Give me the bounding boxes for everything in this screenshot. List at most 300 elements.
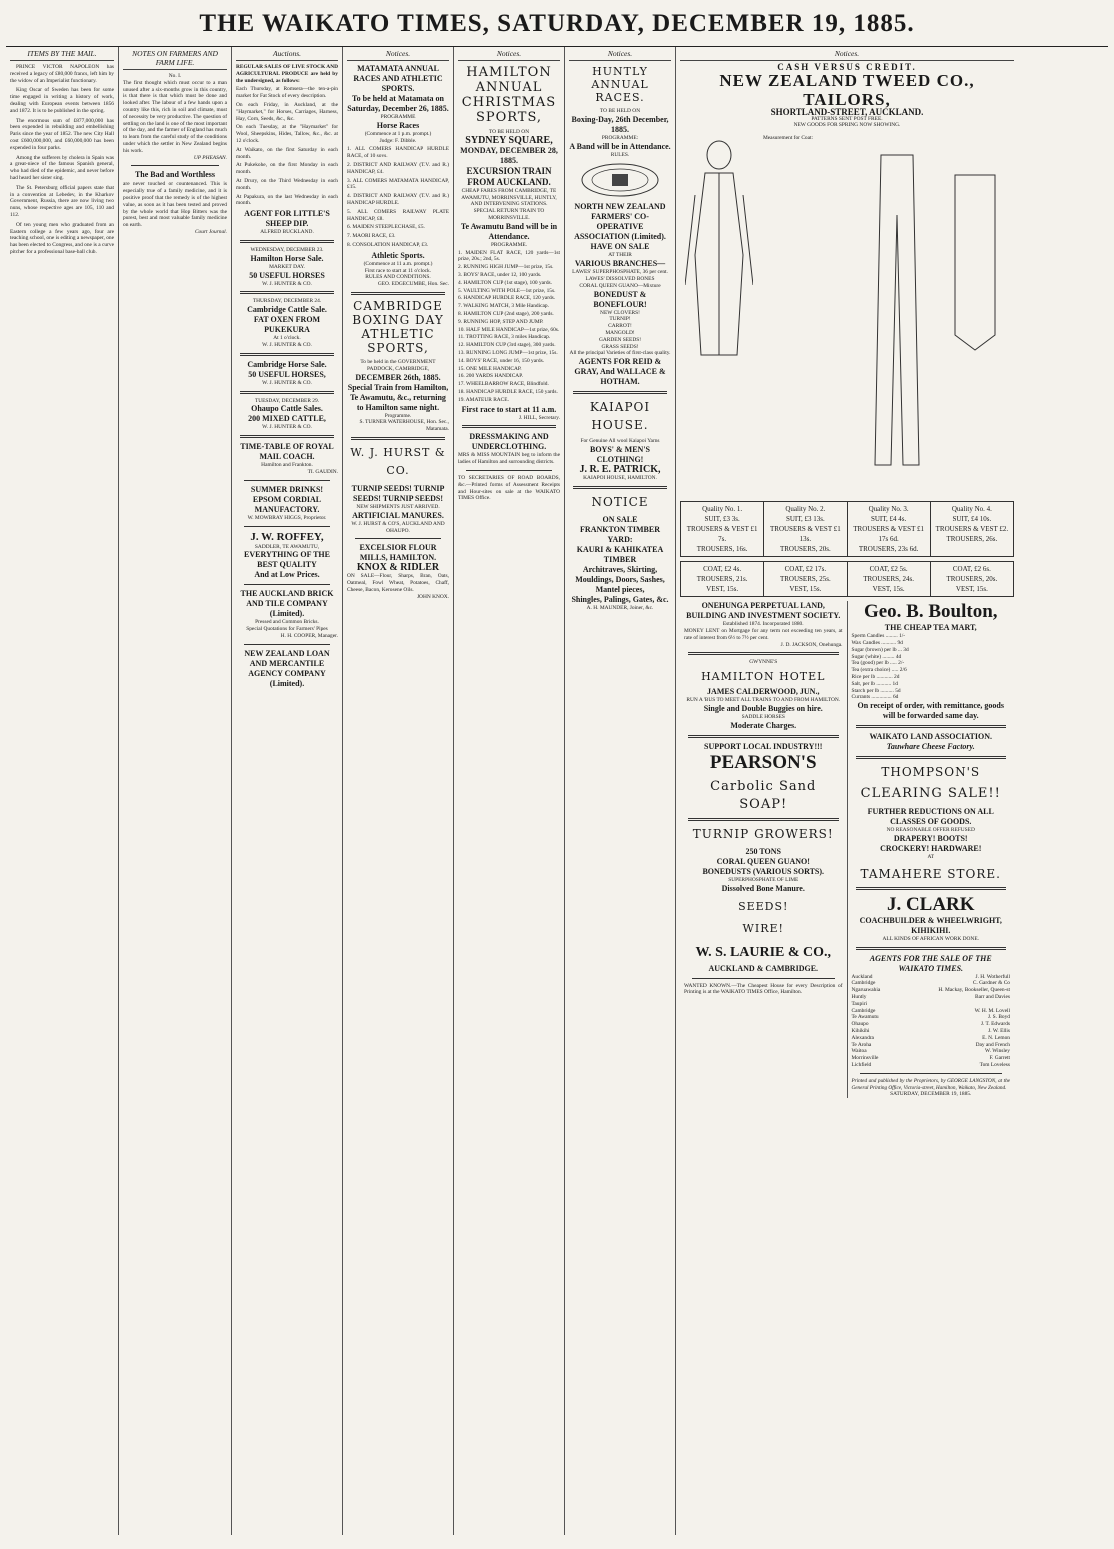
coat-price: COAT, £2 5s. bbox=[869, 565, 908, 574]
auction-sale-line: At Drury, on the Third Wednesday in each month. bbox=[236, 177, 340, 191]
quality-trousers-vest: TROUSERS & VEST £1 17s 6d. bbox=[853, 525, 924, 544]
society-established: Established 1874. Incorporated 1880. bbox=[722, 621, 804, 628]
special-train: Special Train from Hamilton, Te Awamutu, &c., returning to Hamilton same night. bbox=[347, 382, 449, 412]
agents-list bbox=[852, 974, 1011, 1069]
auction-sale-line: Each Thursday, at Romsera—the ten-a-pin market for Fat Stock of every description. bbox=[236, 86, 340, 100]
product-line: CORAL QUEEN GUANO—Mixture bbox=[579, 282, 661, 289]
coat-vest: VEST, 15s. bbox=[706, 585, 739, 594]
hotel-bus: RUN A 'BUS TO MEET ALL TRAINS TO AND FROM HAMILTON. bbox=[686, 697, 841, 704]
tons-line: 250 TONS bbox=[745, 846, 781, 856]
coat-vest: VEST, 15s. bbox=[789, 585, 822, 594]
events-list bbox=[458, 250, 560, 404]
quality-suit: SUIT, £3 3s. bbox=[704, 515, 740, 524]
epsom-proprietor: W. MOWBRAY HIGGS, Proprietor. bbox=[247, 514, 327, 521]
shipments: NEW SHIPMENTS JUST ARRIVED. bbox=[356, 503, 440, 510]
auctioneer-name: ALFRED BUCKLAND. bbox=[260, 229, 314, 236]
measure-text bbox=[763, 135, 853, 142]
coat-price: COAT, £2 6s. bbox=[952, 565, 991, 574]
coral-guano: CORAL QUEEN GUANO! bbox=[716, 856, 810, 866]
agent-row bbox=[852, 994, 1011, 1001]
event-line: 8. HAMILTON CUP (2nd stage), 200 yards. bbox=[458, 310, 554, 317]
timber-yard: FRANKTON TIMBER YARD: bbox=[580, 524, 660, 544]
agent-line: AGENT FOR LITTLE'S SHEEP DIP. bbox=[244, 209, 330, 229]
agent-town: Auckland bbox=[851, 973, 873, 980]
society-title: ONEHUNGA PERPETUAL LAND, BUILDING AND INVESTMENT SOCIETY. bbox=[686, 601, 841, 621]
roffey-trade: SADDLER, TE AWAMUTU, bbox=[254, 543, 320, 550]
column-notices-1 bbox=[343, 47, 454, 1535]
judge-line: Judge: F. Dibble. bbox=[379, 137, 417, 144]
article-signature: UP PHEASAN. bbox=[193, 154, 227, 161]
cambridge-sports-title: CAMBRIDGE BOXING DAY ATHLETIC SPORTS, bbox=[352, 298, 444, 355]
at-label: AT THEIR bbox=[608, 252, 632, 259]
hotel-saddle: SADDLE HORSES bbox=[741, 713, 785, 720]
column-heading: Auctions. bbox=[236, 49, 338, 61]
turnip-growers: TURNIP GROWERS! bbox=[692, 826, 834, 841]
agent-row bbox=[852, 980, 1011, 987]
clothing-line: BOYS' & MEN'S CLOTHING! bbox=[589, 444, 650, 464]
timber-item: Mouldings, Doors, Sashes, Mantel pieces, bbox=[575, 574, 665, 594]
band-line: A Band will be in Attendance. bbox=[569, 141, 671, 151]
sale-date: THURSDAY, DECEMBER 24. bbox=[252, 298, 322, 305]
race-line: 8. CONSOLATION HANDICAP, £3. bbox=[347, 241, 429, 248]
mail-item: Of ten young men who graduated from an Eastern college a few years ago, four are teaching school, one is editing a newspaper, one has been elected to Congress, and one is a curve pitcher for a professional base-ball club. bbox=[10, 221, 116, 255]
agent-name: F. Garrett bbox=[989, 1055, 1010, 1062]
event-line: 4. HAMILTON CUP (1st stage), 100 yards. bbox=[458, 279, 552, 286]
coat-trousers: TROUSERS, 21s. bbox=[696, 575, 748, 584]
venue: SYDNEY SQUARE, bbox=[465, 134, 553, 146]
coat-vest: VEST, 15s. bbox=[955, 585, 988, 594]
agent-town: Huntly bbox=[851, 993, 867, 1000]
excursion-title: EXCURSION TRAIN FROM AUCKLAND. bbox=[466, 165, 552, 187]
tea-mart: THE CHEAP TEA MART, bbox=[884, 623, 977, 633]
coat-trousers: TROUSERS, 25s. bbox=[779, 575, 831, 584]
agent-town: Waitoa bbox=[851, 1048, 867, 1055]
seed-line: GARDEN SEEDS! bbox=[598, 336, 642, 343]
column-heading: Notices. bbox=[347, 49, 449, 61]
agent-row bbox=[852, 1055, 1011, 1062]
quality-cell bbox=[681, 502, 764, 556]
agent-town: Kihikihi bbox=[851, 1027, 870, 1034]
athletic-label: Athletic Sports. bbox=[371, 250, 425, 260]
no-offer: NO REASONABLE OFFER REFUSED bbox=[886, 827, 975, 834]
auctioneer-name: W. J. HUNTER & CO. bbox=[262, 341, 312, 348]
epsom-title: EPSOM CORDIAL MANUFACTORY. bbox=[252, 494, 322, 514]
quality-price-table bbox=[680, 501, 1014, 557]
all-kinds: ALL KINDS OF AFRICAN WORK DONE. bbox=[882, 935, 979, 942]
coat-price-table bbox=[680, 561, 1014, 597]
column-notices-4 bbox=[676, 47, 1018, 1535]
measure-title: Measurement for Coat: bbox=[763, 135, 813, 142]
mail-item: PRINCE VICTOR NAPOLEON has received a legacy of £80,000 francs, left him by the widow of an Imperialist functionary. bbox=[10, 64, 116, 84]
support-local: SUPPORT LOCAL INDUSTRY!!! bbox=[704, 741, 823, 751]
event-line: 10. HALF MILE HANDICAP—1st prize, 60s. bbox=[458, 326, 560, 333]
secretary: S. TURNER WATERHOUSE, Hon. Sec., Matamata. bbox=[359, 419, 449, 433]
branches: VARIOUS BRANCHES— bbox=[574, 259, 666, 269]
columns bbox=[6, 47, 1108, 1535]
seed-line: TURNIP! bbox=[609, 316, 631, 323]
quality-label: Quality No. 1. bbox=[702, 505, 743, 514]
event-line: 6. HANDICAP HURDLE RACE, 120 yards. bbox=[458, 295, 556, 302]
drapery-boots: DRAPERY! BOOTS! bbox=[893, 833, 968, 843]
have-on-sale: HAVE ON SALE bbox=[590, 242, 650, 252]
mail-items bbox=[10, 64, 114, 256]
column-notices-3 bbox=[565, 47, 676, 1535]
event-date: DECEMBER 26th, 1885. bbox=[355, 372, 441, 382]
horse-races-label: Horse Races bbox=[376, 120, 420, 130]
dressmaking-body: MRS & MISS MOUNTAIN beg to inform the ladies of Hamilton and surrounding districts. bbox=[458, 452, 562, 466]
tweed-address: SHORTLAND-STREET, AUCKLAND. bbox=[770, 106, 924, 117]
race-line: 3. ALL COMERS MATAMATA HANDICAP, £15. bbox=[347, 177, 451, 191]
agent-row bbox=[852, 1048, 1011, 1055]
special-train: SPECIAL RETURN TRAIN TO MORRINSVILLE. bbox=[473, 208, 545, 221]
quality-label: Quality No. 4. bbox=[951, 505, 992, 514]
tea-price-line: Sperm Candles ......... 1/- bbox=[851, 633, 906, 640]
turnip-seeds: TURNIP SEEDS! TURNIP SEEDS! TURNIP SEEDS! bbox=[351, 483, 445, 503]
seed-line: GRASS SEEDS! bbox=[601, 343, 639, 350]
tea-price-line: Tea (good) per lb ..... 2/- bbox=[851, 660, 905, 667]
coat-trousers: TROUSERS, 24s. bbox=[863, 575, 914, 584]
agent-town: Te Aroha bbox=[851, 1041, 872, 1048]
article-number: No. I. bbox=[168, 73, 182, 79]
sale-item: 200 MIXED CATTLE, bbox=[248, 414, 326, 424]
event-line: 14. BOYS' RACE, under 16, 150 yards. bbox=[458, 357, 545, 364]
hotel-owner: JAMES CALDERWOOD, JUN., bbox=[707, 687, 820, 697]
event-line: 2. RUNNING HIGH JUMP—1st prize, 15s. bbox=[458, 264, 554, 271]
right-subcolumn-right bbox=[848, 601, 1015, 1098]
event-line: 15. ONE MILE HANDICAP. bbox=[458, 365, 522, 372]
quality-cell bbox=[931, 502, 1013, 556]
coat-trousers: TROUSERS, 20s. bbox=[946, 575, 998, 584]
column-heading: ITEMS BY THE MAIL. bbox=[10, 49, 114, 61]
boulton-name: Geo. B. Boulton, bbox=[863, 601, 998, 623]
hotel-owner-possessive: GWYNNE'S bbox=[749, 659, 778, 666]
kaiapoi-sub: For Genuine All wool Kaiapoi Yarns bbox=[580, 438, 660, 445]
sale-item: FAT OXEN FROM PUKEKURA bbox=[253, 315, 321, 335]
printing-notice: WANTED KNOWN.—The Cheapest House for every Description of Printing is at the WAIKATO TIMES Office, Hamilton. bbox=[684, 982, 844, 996]
coat-cell bbox=[681, 562, 764, 596]
event-line: 17. WHEELBARROW RACE, Blindfold. bbox=[458, 381, 549, 388]
tea-price-line: Starch per lb .......... 5d bbox=[851, 687, 901, 694]
mills-onsale: ON SALE—Flour, Sharps, Bran, Oats, Oatmeal, Fowl Wheat, Potatoes, Chaff, Cheese, Bacon, Kerosene Oils. bbox=[347, 573, 451, 593]
cheese-factory: Tauwhare Cheese Factory. bbox=[886, 742, 975, 752]
article-body: The first thought which must occur to a man unused after a six-months grow in this country, is that there is that which must be done and looked after. The labour of a few hands upon a country like this, rich in soil and climate, must of necessity be very productive. The question of settling on the land is one of the most important of the day, and the farmer of England has much to learn from the careful study of the conditions under which the settler in New Zealand begins his work. bbox=[123, 79, 229, 154]
secretary: GEO. EDGECUMBE, Hon. Sec. bbox=[377, 281, 449, 288]
agent-town: Lichfield bbox=[851, 1061, 872, 1068]
thompson-name: THOMPSON'S bbox=[881, 765, 981, 780]
auctioneer-name: W. J. HUNTER & CO. bbox=[262, 280, 312, 287]
tea-price-line: Rice per lb ............ 2d bbox=[851, 673, 900, 680]
secretary: J. HILL, Secretary. bbox=[518, 414, 560, 421]
agent-town: Taupiri bbox=[851, 1000, 867, 1007]
programme-label: PROGRAMME: bbox=[601, 134, 639, 141]
sale-title: Cambridge Cattle Sale. bbox=[247, 305, 327, 315]
auction-sale-line: At Pukekohe, on the first Monday in each month. bbox=[236, 162, 340, 176]
right-subcolumns bbox=[680, 601, 1014, 1098]
imprint-date: SATURDAY, DECEMBER 19, 1885. bbox=[890, 1091, 972, 1098]
column-heading: Notices. bbox=[680, 49, 1014, 61]
farmers-association: NORTH NEW ZEALAND FARMERS' CO-OPERATIVE ASSOCIATION (Limited). bbox=[574, 202, 666, 242]
agent-name: J. T. Edwards bbox=[980, 1021, 1010, 1028]
agent-row bbox=[852, 1021, 1011, 1028]
article-source: Court Journal. bbox=[194, 228, 227, 235]
superphosphate: SUPERPHOSPHATE OF LIME bbox=[728, 876, 799, 883]
hurst-address: W. J. HURST & CO'S, AUCKLAND AND OHAUPO. bbox=[351, 520, 445, 534]
brick-special: Special Quotations for Farmers' Pipes bbox=[246, 626, 328, 633]
column-heading: Notices. bbox=[458, 49, 560, 61]
product-line: LAWES' DISSOLVED BONES bbox=[585, 275, 655, 282]
road-board-notice: TO SECRETARIES OF ROAD BOARDS, &c.—Printed forms of Assessment Receipts and Hour-sites on sale at the WAIKATO TIMES Office. bbox=[458, 474, 562, 502]
society-secretary: J. D. JACKSON, Onehunga. bbox=[780, 641, 843, 648]
race-line: 5. ALL COMERS RAILWAY PLATE HANDICAP, £8. bbox=[347, 208, 451, 222]
agent-row bbox=[852, 1062, 1011, 1069]
tea-price-list bbox=[852, 633, 1011, 701]
on-sale: ON SALE bbox=[602, 514, 638, 524]
dissolved-bone: Dissolved Bone Manure. bbox=[721, 883, 805, 893]
agent-row bbox=[852, 974, 1011, 981]
auction-sales bbox=[236, 86, 338, 207]
masthead: THE WAIKATO TIMES, SATURDAY, DECEMBER 19, 1885. bbox=[6, 6, 1108, 47]
hurst-name: W. J. HURST & CO. bbox=[350, 445, 446, 477]
agent-name: E. N. Lemon bbox=[982, 1034, 1010, 1041]
held-label: TO BE HELD ON bbox=[488, 129, 530, 135]
tea-price-line: Tea (extra choice) ..... 2/6 bbox=[851, 667, 907, 674]
programme-label: PROGRAMME bbox=[380, 114, 416, 120]
coat-vest: VEST, 15s. bbox=[872, 585, 905, 594]
drinks-title: SUMMER DRINKS! bbox=[250, 484, 324, 494]
column-heading: Notices. bbox=[569, 49, 671, 61]
event-line: 11. TROTTING RACE, 3 miles Handicap. bbox=[458, 334, 551, 341]
auction-sale-line: At Papakura, on the last Wednesday in each month. bbox=[236, 193, 340, 207]
reductions: FURTHER REDUCTIONS ON ALL CLASSES OF GOODS. bbox=[867, 807, 994, 827]
coat-cell bbox=[931, 562, 1013, 596]
agent-name: J. W. Ellis bbox=[988, 1027, 1010, 1034]
right-subcolumn-left bbox=[680, 601, 848, 1098]
quality-trousers-vest: TROUSERS & VEST £1 13s. bbox=[770, 525, 841, 544]
laurie-address: AUCKLAND & CAMBRIDGE. bbox=[708, 963, 819, 973]
race-line: 2. DISTRICT AND RAILWAY (T.V. and R.) HANDICAP, £4. bbox=[347, 161, 451, 175]
quality-trousers-vest: TROUSERS & VEST £1 7s. bbox=[686, 525, 758, 544]
event-line: 5. VAULTING WITH POLE—1st prize, 15s. bbox=[458, 287, 556, 294]
auctioneer-name: W. J. HUNTER & CO. bbox=[262, 424, 312, 431]
mills-title: EXCELSIOR FLOUR MILLS, HAMILTON. bbox=[359, 543, 437, 563]
hotel-name: HAMILTON HOTEL bbox=[701, 670, 826, 684]
timetable-route: Hamilton and Frankton. bbox=[261, 462, 313, 469]
race-line: 7. MAORI RACE, £3. bbox=[347, 233, 396, 240]
product-line: BONEDUST & BONEFLOUR! bbox=[593, 289, 647, 309]
hotel-charges: Moderate Charges. bbox=[730, 720, 797, 730]
patterns-line: PATTERNS SENT POST FREE. bbox=[811, 115, 883, 122]
imprint: Printed and published by the Proprietors, by GEORGE LANGSTON, at the General Printing Office, Victoria-street, Hamilton, Waikato, New Zealand. bbox=[851, 1077, 1010, 1091]
agent-town: Morrinsville bbox=[851, 1055, 879, 1062]
patrick-address: KAIAPOI HOUSE, HAMILTON. bbox=[583, 474, 657, 481]
tea-price-line: Currants ............... 6d bbox=[851, 694, 899, 701]
cheap-fares: CHEAP FARES FROM CAMBRIDGE, TE AWAMUTU, MORRINSVILLE, HUNTLY, AND INTERVENING STATIONS. bbox=[461, 187, 557, 208]
timetable-title: TIME-TABLE OF ROYAL MAIL COACH. bbox=[240, 442, 334, 462]
manures: ARTIFICIAL MANURES. bbox=[352, 510, 444, 520]
nzloan-title: NEW ZEALAND LOAN AND MERCANTILE AGENCY COMPANY (Limited). bbox=[244, 648, 330, 688]
measurement-figures bbox=[680, 135, 1014, 495]
society-body: MONEY LENT on Mortgage for any term not exceeding ten years, at rate of interest from 6½ to 7½ per cent. bbox=[684, 627, 844, 641]
auction-sale-line: At Waikato, on the first Saturday in each month. bbox=[236, 146, 340, 160]
column-heading: NOTES ON FARMERS AND FARM LIFE. bbox=[123, 49, 227, 70]
agent-name: C. Gardner & Co bbox=[972, 980, 1010, 987]
orders-line: NEW GOODS FOR SPRING NOW SHOWING. bbox=[793, 122, 901, 129]
coat-cell bbox=[848, 562, 931, 596]
tea-price-line: Sugar (brown) per lb ... 3d bbox=[851, 646, 909, 653]
brick-company: THE AUCKLAND BRICK AND TILE COMPANY (Limited). bbox=[240, 589, 334, 619]
clark-name: J. CLARK bbox=[886, 893, 975, 915]
agent-row bbox=[852, 1035, 1011, 1042]
coat-cell bbox=[764, 562, 847, 596]
newspaper-page bbox=[6, 6, 1108, 1537]
agent-name: W. Winsley bbox=[985, 1048, 1010, 1055]
quality-trousers-vest: TROUSERS & VEST £2. bbox=[935, 525, 1009, 534]
mail-item: Among the sufferers by cholera in Spain was a great-niece of the famous Spanish general, who had died of the epidemic, and never before had heard her sister sing. bbox=[10, 154, 116, 181]
pearson-name: PEARSON'S bbox=[709, 751, 817, 773]
quality-trousers: TROUSERS, 20s. bbox=[779, 545, 831, 554]
quality-trousers: TROUSERS, 26s. bbox=[946, 535, 998, 544]
mail-item: The St. Petersburg official papers state that in a convention at Lebedev, in the Kharkov Government, Russia, there are now living two nuns, whose respective ages are 105, 110 and 112. bbox=[10, 184, 116, 218]
agent-town: Ngaruawahia bbox=[851, 987, 881, 994]
bonedust-sorts: BONEDUSTS (VARIOUS SORTS). bbox=[702, 866, 825, 876]
agent-name: Tom Loveless bbox=[979, 1061, 1010, 1068]
sale-item: 50 USEFUL HORSES bbox=[249, 270, 325, 280]
auction-sale-line: On each Tuesday, at the "Haymarket" for Wool, Sheepskins, Hides, Tallow, &c., &c. at 12 o'clock. bbox=[236, 124, 340, 144]
agent-town: Cambridge bbox=[851, 980, 876, 987]
commence-line: (Commence at 1 p.m. prompt.) bbox=[364, 130, 432, 137]
event-line: 12. HAMILTON CUP (3rd stage), 300 yards. bbox=[458, 342, 556, 349]
event-date: MONDAY, DECEMBER 28, 1885. bbox=[460, 145, 558, 165]
quality-suit: SUIT, £4 4s. bbox=[870, 515, 907, 524]
tweed-company: NEW ZEALAND TWEED CO., TAILORS, bbox=[719, 70, 975, 109]
coachbuilder: COACHBUILDER & WHEELWRIGHT, KIHIKIHI. bbox=[859, 915, 1002, 935]
hamilton-sports-title: HAMILTON ANNUAL CHRISTMAS SPORTS, bbox=[461, 65, 557, 125]
race-line: 6. MAIDEN STEEPLECHASE, £5. bbox=[347, 224, 425, 231]
dressmaking-title: DRESSMAKING AND UNDERCLOTHING. bbox=[469, 432, 549, 452]
event-line: 3. BOYS' RACE, under 12, 100 yards. bbox=[458, 271, 542, 278]
tamahere-store: TAMAHERE STORE. bbox=[860, 866, 1001, 881]
cash-credit: CASH VERSUS CREDIT. bbox=[777, 62, 917, 72]
agent-name: Day and French bbox=[975, 1041, 1010, 1048]
crockery-hardware: CROCKERY! HARDWARE! bbox=[880, 843, 982, 853]
soap-name: Carbolic Sand SOAP! bbox=[710, 778, 817, 812]
quality-cell bbox=[848, 502, 931, 556]
mills-signature: JOHN KNOX. bbox=[416, 593, 449, 600]
event-line: 7. WALKING MATCH, 3 Mile Handicap. bbox=[458, 303, 549, 310]
roffey-slogan: EVERYTHING OF THE BEST QUALITY bbox=[244, 550, 330, 570]
first-race: First race to start at 11 o'clock. bbox=[364, 267, 432, 274]
mills-owner: KNOX & RIDLER bbox=[356, 562, 440, 574]
sale-title: Ohaupo Cattle Sales. bbox=[251, 404, 323, 414]
tea-price-line: Wax Candles ........... 9d bbox=[851, 639, 903, 646]
coat-price: COAT, £2 17s. bbox=[784, 565, 827, 574]
event-date: Boxing-Day, 26th December, 1885. bbox=[571, 114, 669, 134]
rules-label: RULES. bbox=[610, 151, 630, 158]
held-label: TO BE HELD ON bbox=[599, 108, 641, 114]
coat-price: COAT, £2 4s. bbox=[703, 565, 742, 574]
timber-item: Architraves, Skirting, bbox=[582, 564, 658, 574]
seed-line: CARROT! bbox=[608, 323, 632, 330]
agent-name: J. H. Wotherfull bbox=[975, 973, 1010, 980]
event-line: 18. HANDICAP HURDLE RACE, 150 yards. bbox=[458, 388, 558, 395]
event-line: 19. AMATEUR RACE. bbox=[458, 396, 509, 403]
sale-subtitle: MARKET DAY. bbox=[269, 263, 305, 270]
band-line: Te Awamutu Band will be in Attendance. bbox=[460, 221, 558, 241]
agent-row bbox=[852, 1014, 1011, 1021]
agent-row bbox=[852, 1042, 1011, 1049]
article-body: are never touched or countenanced. This is especially true of a family medicine, and it is positive proof that the remedy is of the highest value, as soon as it has been tested and proved by the whole world that Hop Bitters was the purest, best and most valuable family medicine on earth. bbox=[123, 181, 229, 229]
agent-row bbox=[852, 1001, 1011, 1008]
timetable-signature: TI. GAUDIN. bbox=[307, 468, 338, 475]
sale-title: Cambridge Horse Sale. bbox=[247, 359, 327, 369]
race-line: 4. DISTRICT AND RAILWAY (T.V. and R.) HANDICAP HURDLE. bbox=[347, 193, 451, 206]
quality-trousers: TROUSERS, 23s 6d. bbox=[858, 545, 919, 554]
seed-line: NEW CLOVERS! bbox=[600, 309, 640, 316]
event-line: 16. 200 YARDS HANDICAP. bbox=[458, 373, 523, 380]
roffey-prices: And at Low Prices. bbox=[254, 570, 320, 580]
mail-item: King Oscar of Sweden has been for some time engaged in writing a history of work, dealing with European events between 1856 and 1872. It is to be published in the spring. bbox=[10, 87, 116, 114]
event-line: 9. RUNNING HOP, STEP AND JUMP. bbox=[458, 318, 544, 325]
venue: To be held in the GOVERNMENT PADDOCK, CAMBRIDGE, bbox=[360, 358, 436, 372]
brick-product: Pressed and Common Bricks. bbox=[255, 619, 319, 626]
notice-title: NOTICE bbox=[591, 494, 649, 509]
agent-town: Te Awamutu bbox=[851, 1014, 879, 1021]
agent-name: W. H. M. Lovell bbox=[974, 1007, 1010, 1014]
kaiapoi-title: KAIAPOI HOUSE. bbox=[589, 400, 651, 433]
at-label: AT bbox=[927, 853, 935, 860]
quality-label: Quality No. 2. bbox=[785, 505, 826, 514]
agents-line: AGENTS FOR REID & GRAY, And WALLACE & HOTHAM. bbox=[574, 357, 666, 387]
event-line: 13. RUNNING LONG JUMP—1st prize, 15s. bbox=[458, 349, 558, 356]
sale-time: At 1 o'clock. bbox=[273, 335, 301, 342]
quality-trousers: TROUSERS, 16s. bbox=[696, 545, 748, 554]
patrick-name: J. R. E. PATRICK, bbox=[579, 463, 661, 475]
mail-item: The enormous sum of £877,000,000 has been expended in rebuilding and embellishing Paris since the year of 1852. The new City Hall cost £600,000,000, and £60,000,000 has been expended in four parks. bbox=[10, 117, 116, 151]
hotel-buggies: Single and Double Buggies on hire. bbox=[703, 703, 823, 713]
trousers-illustration bbox=[863, 135, 931, 485]
first-race: First race to start at 11 a.m. bbox=[461, 404, 557, 414]
joiner-name: A. H. MAUNDER, Joiner, &c. bbox=[586, 604, 654, 611]
race-held: To be held at Matamata on Saturday, December 26, 1885. bbox=[347, 94, 449, 113]
land-association: WAIKATO LAND ASSOCIATION. bbox=[869, 732, 992, 742]
agent-town: Cambridge bbox=[851, 1007, 876, 1014]
agent-row bbox=[852, 1008, 1011, 1015]
sale-date: TUESDAY, DECEMBER 29. bbox=[254, 397, 320, 404]
product-line: LAWES' SUPERPHOSPHATE, 36 per cent. bbox=[572, 269, 668, 276]
quality-cell bbox=[764, 502, 847, 556]
wire-heading: WIRE! bbox=[742, 921, 784, 935]
quality-suit: SUIT, £3 13s. bbox=[785, 515, 825, 524]
tea-price-line: Salt, per lb ........... 1d bbox=[851, 680, 898, 687]
agent-row bbox=[852, 1028, 1011, 1035]
auctioneer-name: W. J. HUNTER & CO. bbox=[262, 379, 312, 386]
race-line: 1. ALL COMERS HANDICAP HURDLE RACE, of 10 sovs. bbox=[347, 146, 451, 160]
varieties: All the principal Varieties of first-class quality. bbox=[569, 350, 671, 357]
coat-figure-illustration bbox=[685, 135, 753, 485]
sale-date: WEDNESDAY, DECEMBER 23. bbox=[250, 246, 324, 253]
huntly-title: HUNTLY ANNUAL RACES. bbox=[591, 65, 649, 104]
column-notices-2 bbox=[454, 47, 565, 1535]
commence-line: (Commence at 11 a.m. prompt.) bbox=[363, 260, 433, 267]
race-title: MATAMATA ANNUAL RACES AND ATHLETIC SPORTS. bbox=[353, 64, 443, 93]
clearing-sale: CLEARING SALE!! bbox=[860, 786, 1001, 802]
remittance-line: On receipt of order, with remittance, goods will be forwarded same day. bbox=[857, 701, 1004, 721]
sale-title: Hamilton Horse Sale. bbox=[250, 253, 324, 263]
roffey-name: J. W. ROFFEY, bbox=[250, 530, 324, 543]
programme-label: Programme. bbox=[384, 412, 412, 419]
column-auctions bbox=[232, 47, 343, 1535]
agents-title: AGENTS FOR THE SALE OF THE WAIKATO TIMES. bbox=[869, 953, 992, 973]
